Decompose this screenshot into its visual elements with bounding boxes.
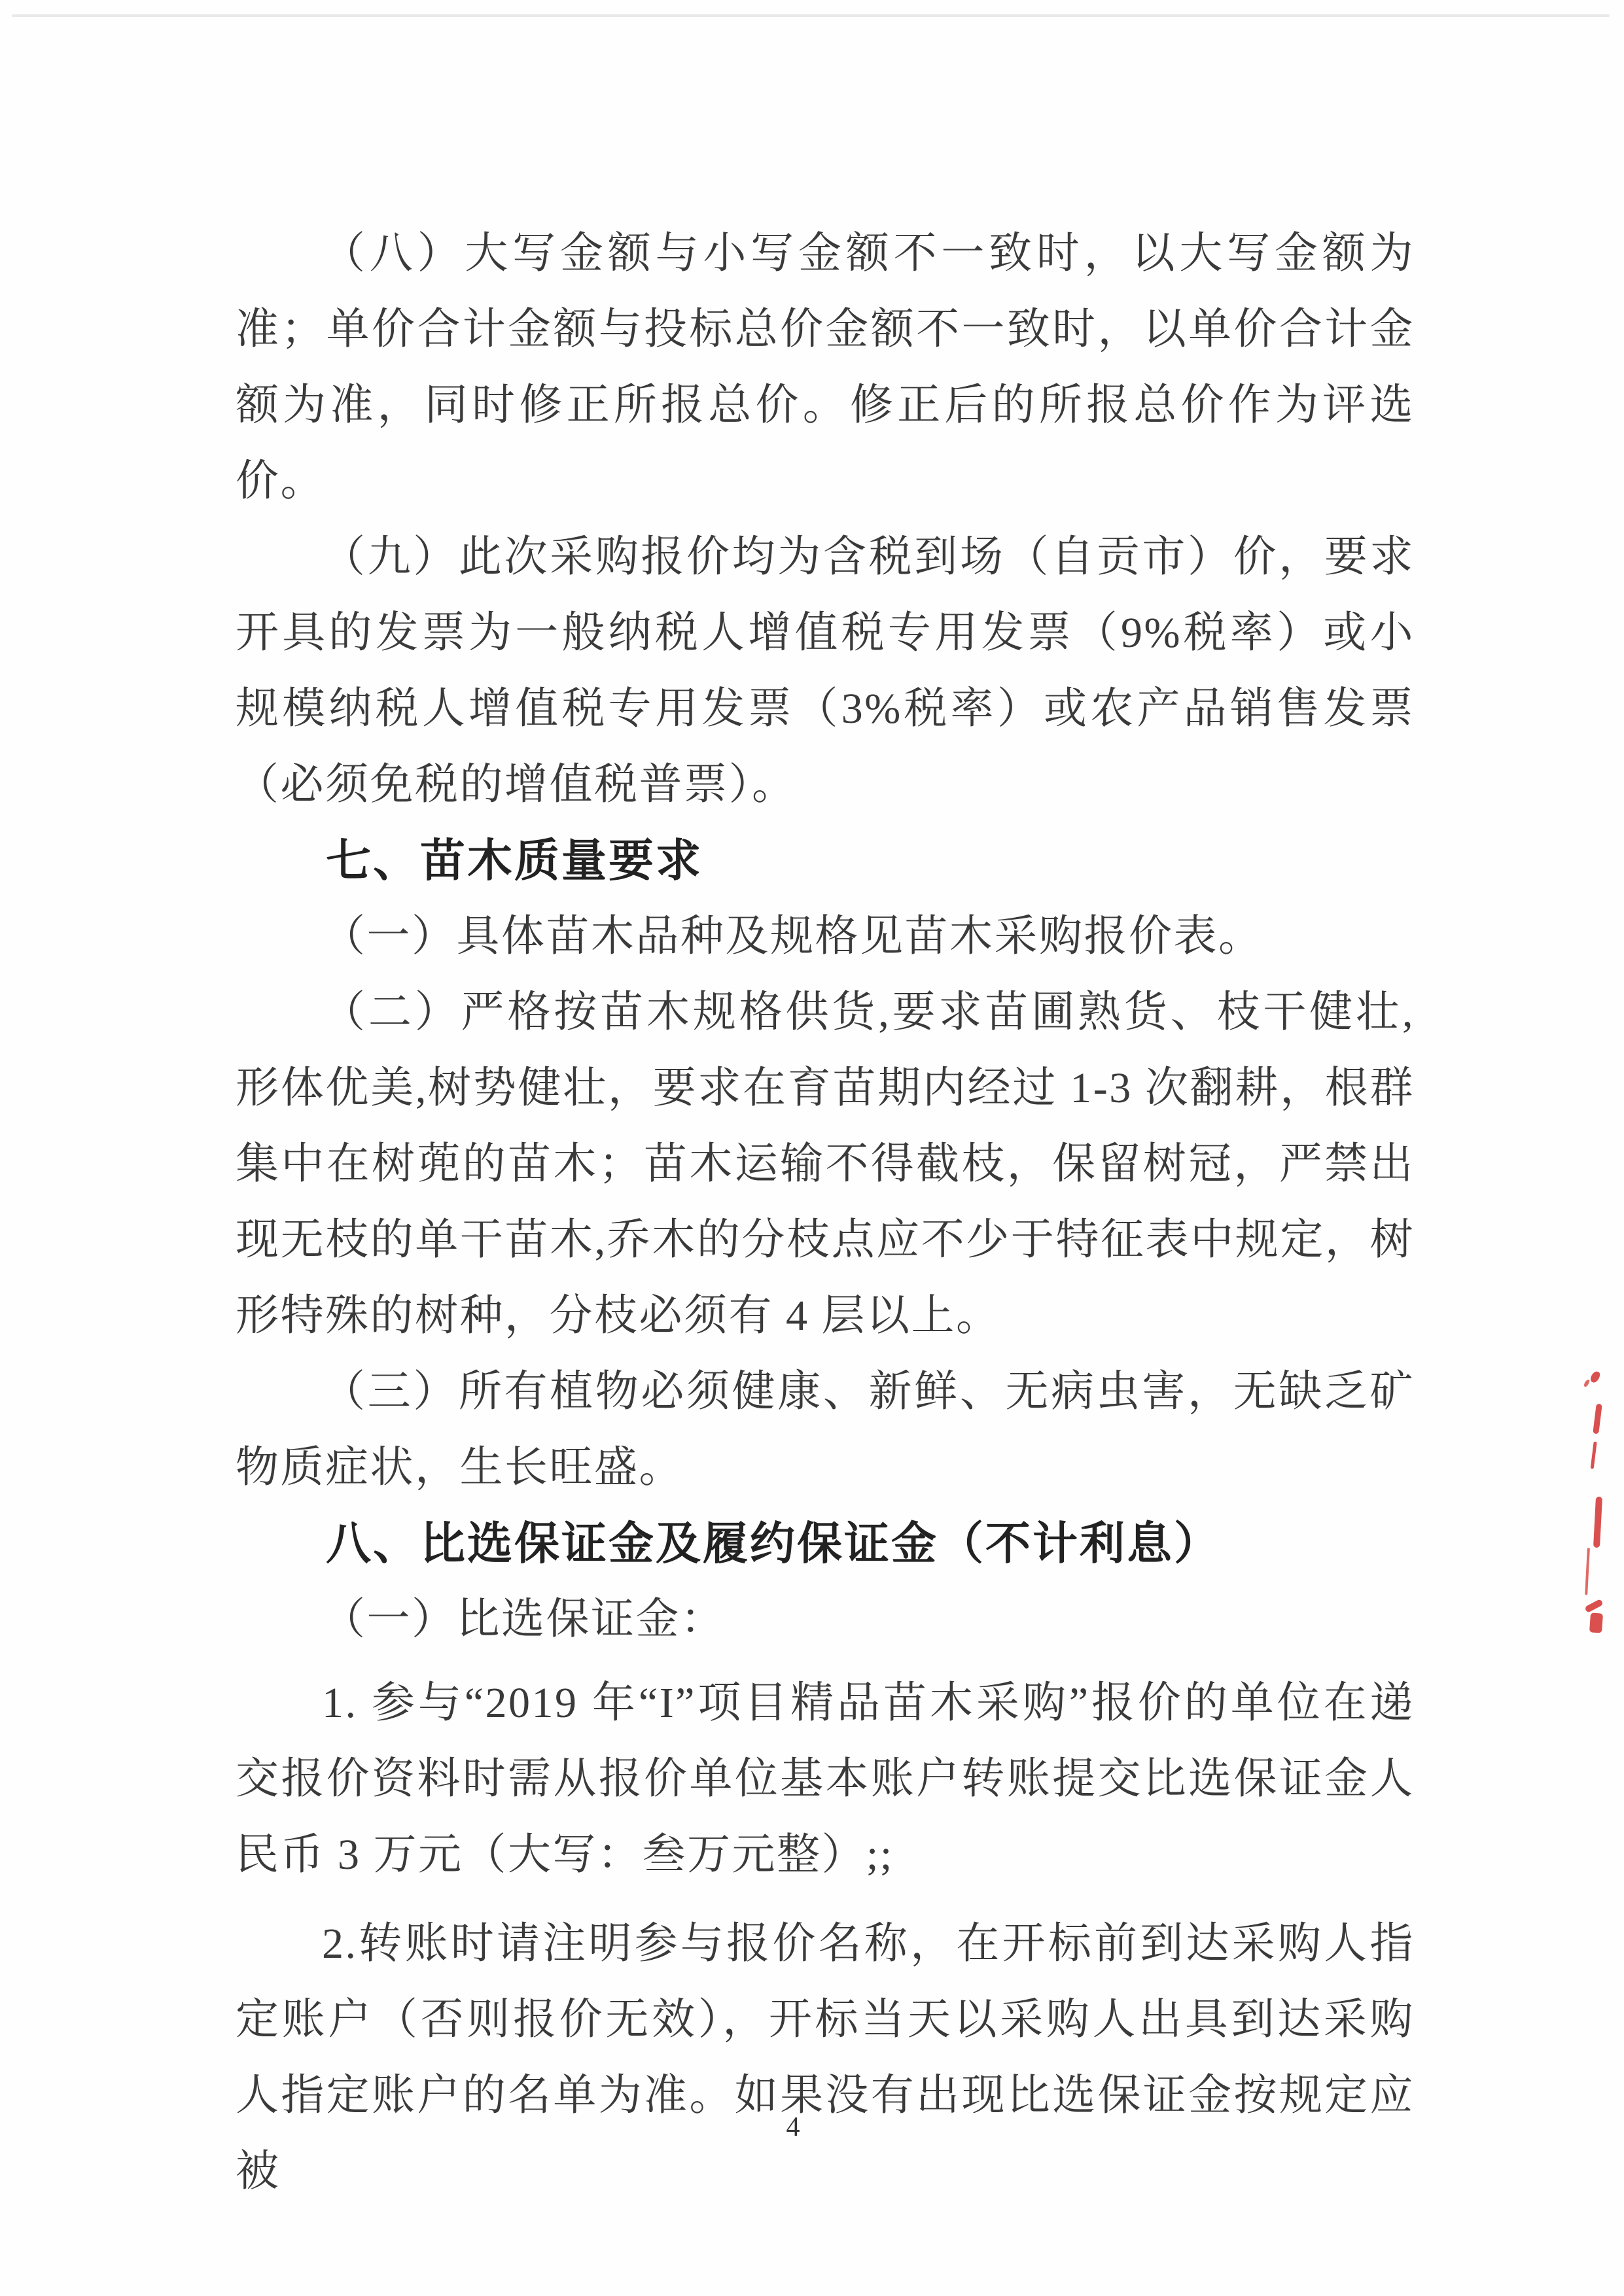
para-7-3: （三）所有植物必须健康、新鲜、无病虫害，无缺乏矿物质症状，生长旺盛。 — [236, 1368, 1415, 1491]
heading-section-8-deposit: 八、比选保证金及履约保证金（不计利息） — [326, 1518, 1221, 1569]
heading-section-7-seedling-quality: 七、苗木质量要求 — [326, 835, 703, 886]
para-7-2: （二）严格按苗木规格供货,要求苗圃熟货、枝干健壮,形体优美,树势健壮，要求在育苗期内经过 1-3 次翻耕，根群集中在树蔸的苗木；苗木运输不得截枝，保留树冠，严禁出现无枝的单干苗木,乔木的分枝点应不少于特征表中规定，树形特殊的树种，分枝必须有 4 层以上。 — [236, 988, 1415, 1340]
scan-artifact-line — [12, 14, 1610, 17]
para-8-1: （一）比选保证金： — [322, 1595, 726, 1643]
red-mark-dotted-squiggle — [1593, 1497, 1602, 1548]
document-body — [236, 216, 1415, 2210]
red-mark-blob — [1589, 1612, 1603, 1633]
para-7-1: （一）具体苗木品种及规格见苗木采购报价表。 — [322, 913, 1263, 960]
para-8-1-sub-1: 1. 参与“2019 年“I”项目精品苗木采购”报价的单位在递交报价资料时需从报价单位基本账户转账提交比选保证金人民币 3 万元（大写：叁万元整）;; — [236, 1679, 1415, 1879]
red-mark-speck — [1589, 1370, 1601, 1383]
red-mark-squiggle — [1593, 1404, 1602, 1435]
page-number: 4 — [786, 2112, 800, 2142]
para-item-9: （九）此次采购报价均为含税到场（自贡市）价，要求开具的发票为一般纳税人增值税专用发票（9%税率）或小规模纳税人增值税专用发票（3%税率）或农产品销售发票（必须免税的增值税普票）。 — [236, 533, 1415, 809]
para-8-1-sub-2: 2.转账时请注明参与报价名称，在开标前到达采购人指定账户（否则报价无效），开标当天以采购人出具到达采购人指定账户的名单为准。如果没有出现比选保证金按规定应被 — [236, 1920, 1415, 2195]
red-mark-dash — [1584, 1599, 1603, 1613]
para-item-8: （八）大写金额与小写金额不一致时，以大写金额为准；单价合计金额与投标总价金额不一致时，以单价合计金额为准，同时修正所报总价。修正后的所报总价作为评选价。 — [236, 230, 1415, 505]
